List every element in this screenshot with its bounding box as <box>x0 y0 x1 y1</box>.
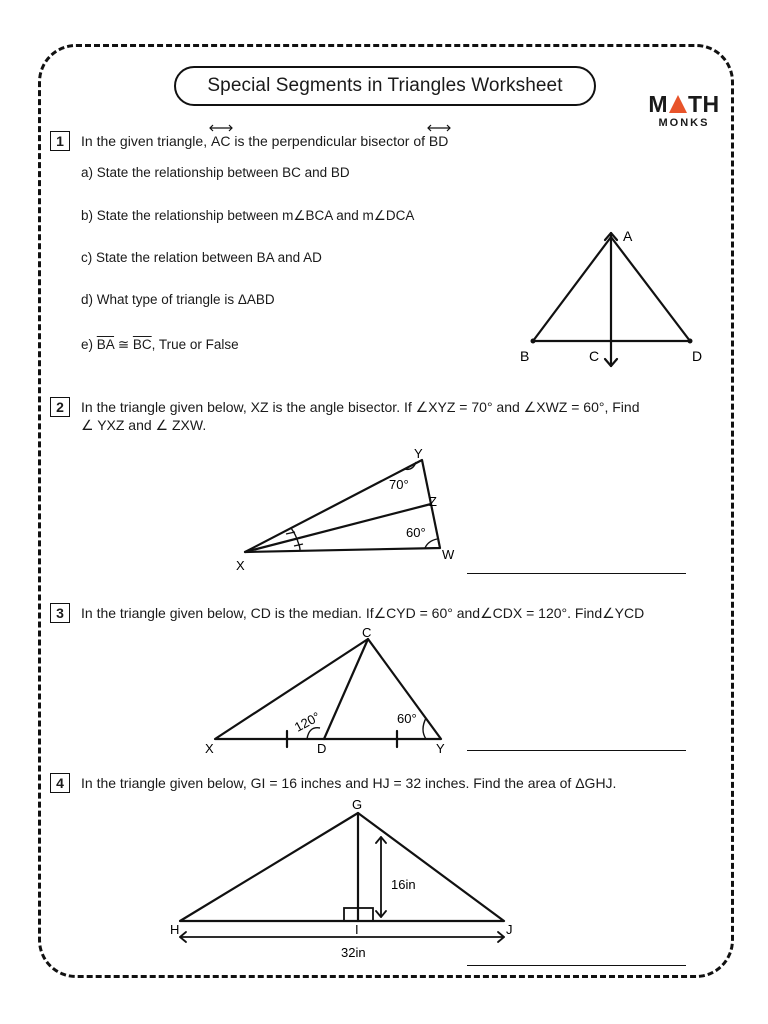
q4-triangle-figure <box>165 792 525 964</box>
question-4-number <box>50 773 70 793</box>
q4-height-label: 16in <box>391 877 416 892</box>
q2-label-x: X <box>236 558 245 573</box>
worksheet-title-box <box>174 66 596 106</box>
q2-answer-line[interactable] <box>467 573 686 574</box>
q2-label-w: W <box>442 547 455 562</box>
q1-part-d: d) What type of triangle is ΔABD <box>81 292 275 307</box>
question-1-number <box>50 131 70 151</box>
q3-label-x: X <box>205 741 214 756</box>
q1-text-pre: In the given triangle, <box>81 133 208 149</box>
question-3-number <box>50 603 70 623</box>
logo-triangle-icon <box>668 94 688 114</box>
q4-base-label: 32in <box>341 945 366 960</box>
q1-seg-ac: AC <box>210 133 231 149</box>
q1-point-b <box>531 339 536 344</box>
q1-label-a: A <box>623 228 633 244</box>
question-3-text: In the triangle given below, CD is the median. If∠CYD = 60° and∠CDX = 120°. Find∠YCD <box>81 605 645 621</box>
line-ac-notation <box>211 132 230 150</box>
q2-angle-tick-2 <box>294 544 303 546</box>
q3-angle-arc-d <box>307 728 320 739</box>
q3-answer-line[interactable] <box>467 750 686 751</box>
worksheet-title: Special Segments in Triangles Worksheet <box>207 75 563 96</box>
logo-word-end: TH <box>688 91 720 117</box>
q4-triangle-sides <box>180 813 504 921</box>
q1-e-post: , True or False <box>151 337 239 352</box>
q1-label-b: B <box>520 348 530 364</box>
question-4-number-text: 4 <box>56 775 64 791</box>
q1-seg-bd: BD <box>428 133 449 149</box>
line-bd-notation <box>429 132 448 150</box>
q3-label-c: C <box>362 625 372 640</box>
q4-label-h: H <box>170 922 180 937</box>
logo-subtitle: MONKS <box>658 117 710 129</box>
logo-word-start: M <box>648 91 668 117</box>
q1-label-d: D <box>692 348 703 364</box>
q1-part-a: a) State the relationship between BC and BD <box>81 165 350 180</box>
q1-part-e <box>81 337 239 353</box>
question-2-number-text: 2 <box>56 399 64 415</box>
double-arrow-icon <box>209 124 233 132</box>
q1-e-seg-ba: $\overline{BA}$ <box>96 337 115 352</box>
q2-triangle-figure <box>225 440 470 575</box>
q2-angle-w-label: 60° <box>406 525 426 540</box>
question-1-text <box>81 132 448 150</box>
q2-angle-y-label: 70° <box>389 477 409 492</box>
q2-angle-arc-w <box>425 539 437 548</box>
question-2-line-1: In the triangle given below, XZ is the angle bisector. If ∠XYZ = 70° and ∠XWZ = 60°, Find <box>81 399 640 415</box>
q2-label-z: Z <box>429 494 437 509</box>
q1-point-d <box>688 339 693 344</box>
q1-part-c: c) State the relation between BA and AD <box>81 250 322 265</box>
q2-angle-arc-x-lower <box>298 542 300 550</box>
q4-label-j: J <box>506 922 513 937</box>
q3-angle-y-label: 60° <box>397 711 417 726</box>
q2-angle-tick-1 <box>286 532 295 534</box>
q3-label-d: D <box>317 741 327 756</box>
q2-bisector-xz <box>245 504 431 552</box>
q1-e-congruent: ≅ <box>117 337 130 352</box>
q4-answer-line[interactable] <box>467 965 686 966</box>
q3-label-y: Y <box>436 741 445 756</box>
q4-label-i: I <box>355 922 359 937</box>
question-3-number-text: 3 <box>56 605 64 621</box>
q2-label-y: Y <box>414 446 423 461</box>
question-1-number-text: 1 <box>56 133 64 149</box>
q1-e-seg-bc: $\overline{BC}$ <box>132 337 152 352</box>
question-2-line-2: ∠ YXZ and ∠ ZXW. <box>81 417 207 433</box>
q4-label-g: G <box>352 797 363 812</box>
question-4-text: In the triangle given below, GI = 16 inches and HJ = 32 inches. Find the area of ΔGHJ. <box>81 775 617 791</box>
math-monks-logo <box>644 92 724 129</box>
q1-triangle-figure <box>510 222 720 372</box>
q1-e-pre: e) <box>81 337 94 352</box>
question-2-number <box>50 397 70 417</box>
q3-angle-arc-y <box>423 718 426 739</box>
q1-label-c: C <box>589 348 600 364</box>
q1-text-mid: is the perpendicular bisector of <box>234 133 425 149</box>
double-arrow-icon <box>427 124 451 132</box>
q3-triangle-figure <box>200 622 455 757</box>
q3-angle-d-label: 120° <box>291 708 323 735</box>
q1-part-b: b) State the relationship between m∠BCA and m∠DCA <box>81 208 415 223</box>
